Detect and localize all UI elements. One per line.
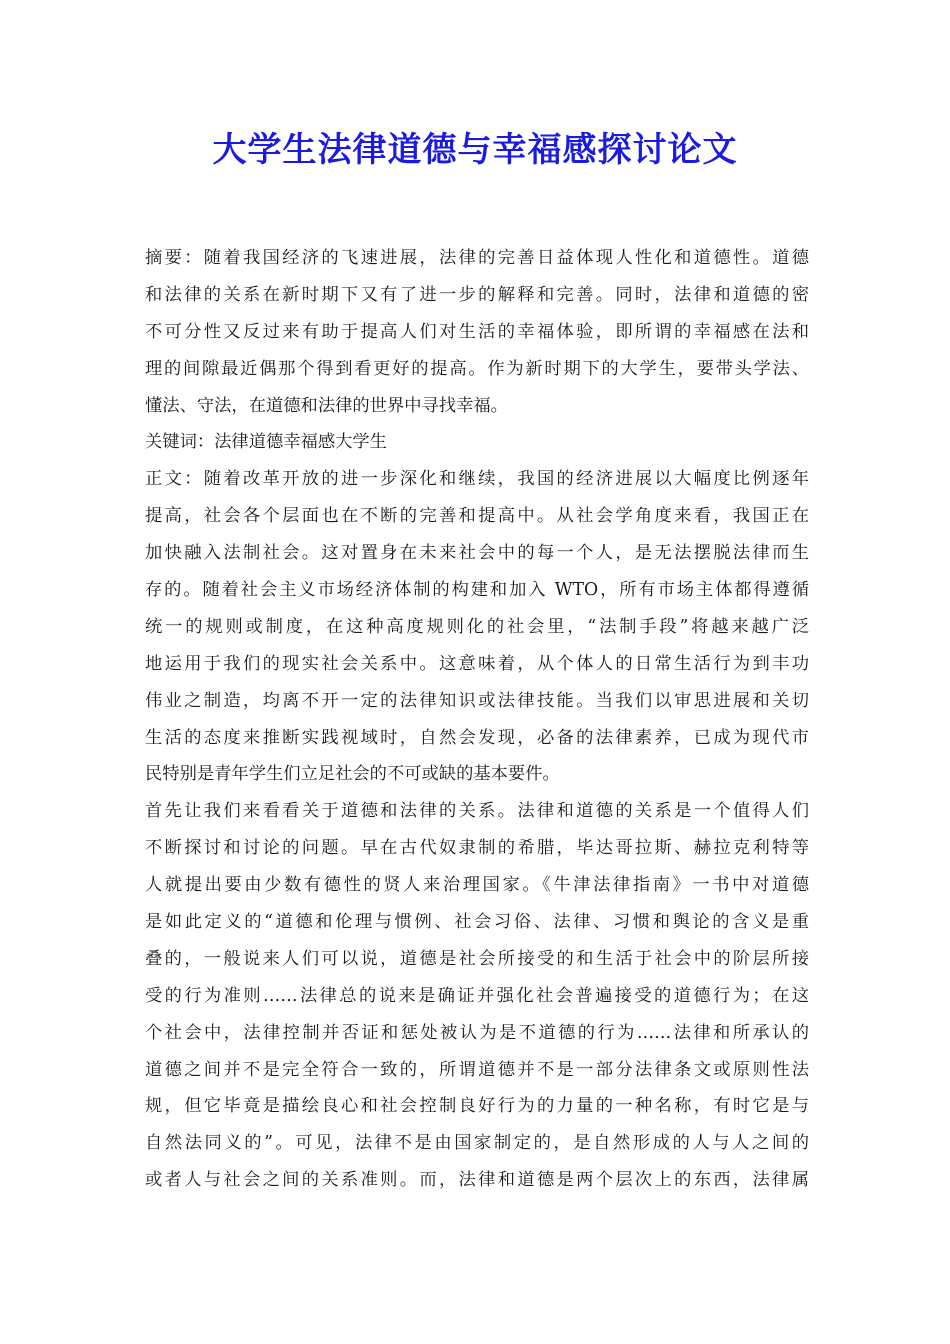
text-line: 和法律的关系在新时期下又有了进一步的解释和完善。同时，法律和道德的密	[145, 284, 809, 305]
text-line: 人就提出要由少数有德性的贤人来治理国家。《牛津法律指南》一书中对道德	[145, 875, 809, 896]
text-line: 自然法同义的”。可见，法律不是由国家制定的，是自然形成的人与人之间的	[145, 1133, 809, 1154]
text-line: 生活的态度来推断实践视域时，自然会发现，必备的法律素养，已成为现代市	[145, 727, 809, 748]
text-line: 叠的，一般说来人们可以说，道德是社会所接受的和生活于社会中的阶层所接	[145, 948, 809, 969]
text-line: 是如此定义的“道德和伦理与惯例、社会习俗、法律、习惯和舆论的含义是重	[145, 912, 809, 933]
document-body	[145, 240, 809, 1199]
text-line: 不可分性又反过来有助于提高人们对生活的幸福体验，即所谓的幸福感在法和	[145, 321, 809, 342]
text-line: 存的。随着社会主义市场经济体制的构建和加入 WTO，所有市场主体都得遵循	[145, 580, 809, 601]
text-line: 统一的规则或制度，在这种高度规则化的社会里，“法制手段”将越来越广泛	[145, 616, 809, 637]
text-line: 理的间隙最近偶那个得到看更好的提高。作为新时期下的大学生，要带头学法、	[145, 358, 809, 379]
document-title: 大学生法律道德与幸福感探讨论文	[212, 130, 738, 170]
text-line: 摘要：随着我国经济的飞速进展，法律的完善日益体现人性化和道德性。道德	[145, 248, 809, 268]
text-line: 伟业之制造，均离不开一定的法律知识或法律技能。当我们以审思进展和关切	[145, 690, 809, 711]
text-line: 或者人与社会之间的关系准则。而，法律和道德是两个层次上的东西，法律属	[145, 1170, 809, 1191]
text-line: 民特别是青年学生们立足社会的不可或缺的基本要件。	[145, 764, 560, 785]
text-line: 受的行为准则……法律总的说来是确证并强化社会普遍接受的道德行为；在这	[145, 985, 809, 1006]
text-line: 懂法、守法，在道德和法律的世界中寻找幸福。	[145, 395, 508, 416]
text-line: 正文：随着改革开放的进一步深化和继续，我国的经济进展以大幅度比例逐年	[145, 469, 809, 490]
text-line: 地运用于我们的现实社会关系中。这意味着，从个体人的日常生活行为到丰功	[145, 653, 809, 674]
text-line: 道德之间并不是完全符合一致的，所谓道德并不是一部分法律条文或原则性法	[145, 1059, 809, 1080]
text-line: 提高，社会各个层面也在不断的完善和提高中。从社会学角度来看，我国正在	[145, 506, 809, 527]
text-line: 不断探讨和讨论的问题。早在古代奴隶制的希腊，毕达哥拉斯、赫拉克利特等	[145, 838, 809, 859]
text-line: 个社会中，法律控制并否证和惩处被认为是不道德的行为……法律和所承认的	[145, 1022, 809, 1043]
text-line: 首先让我们来看看关于道德和法律的关系。法律和道德的关系是一个值得人们	[145, 801, 809, 822]
text-line: 加快融入法制社会。这对置身在未来社会中的每一个人，是无法摆脱法律而生	[145, 543, 809, 564]
keywords-line: 关键词：法律道德幸福感大学生	[145, 432, 387, 453]
text-line: 规，但它毕竟是描绘良心和社会控制良好行为的力量的一种名称，有时它是与	[145, 1096, 809, 1117]
